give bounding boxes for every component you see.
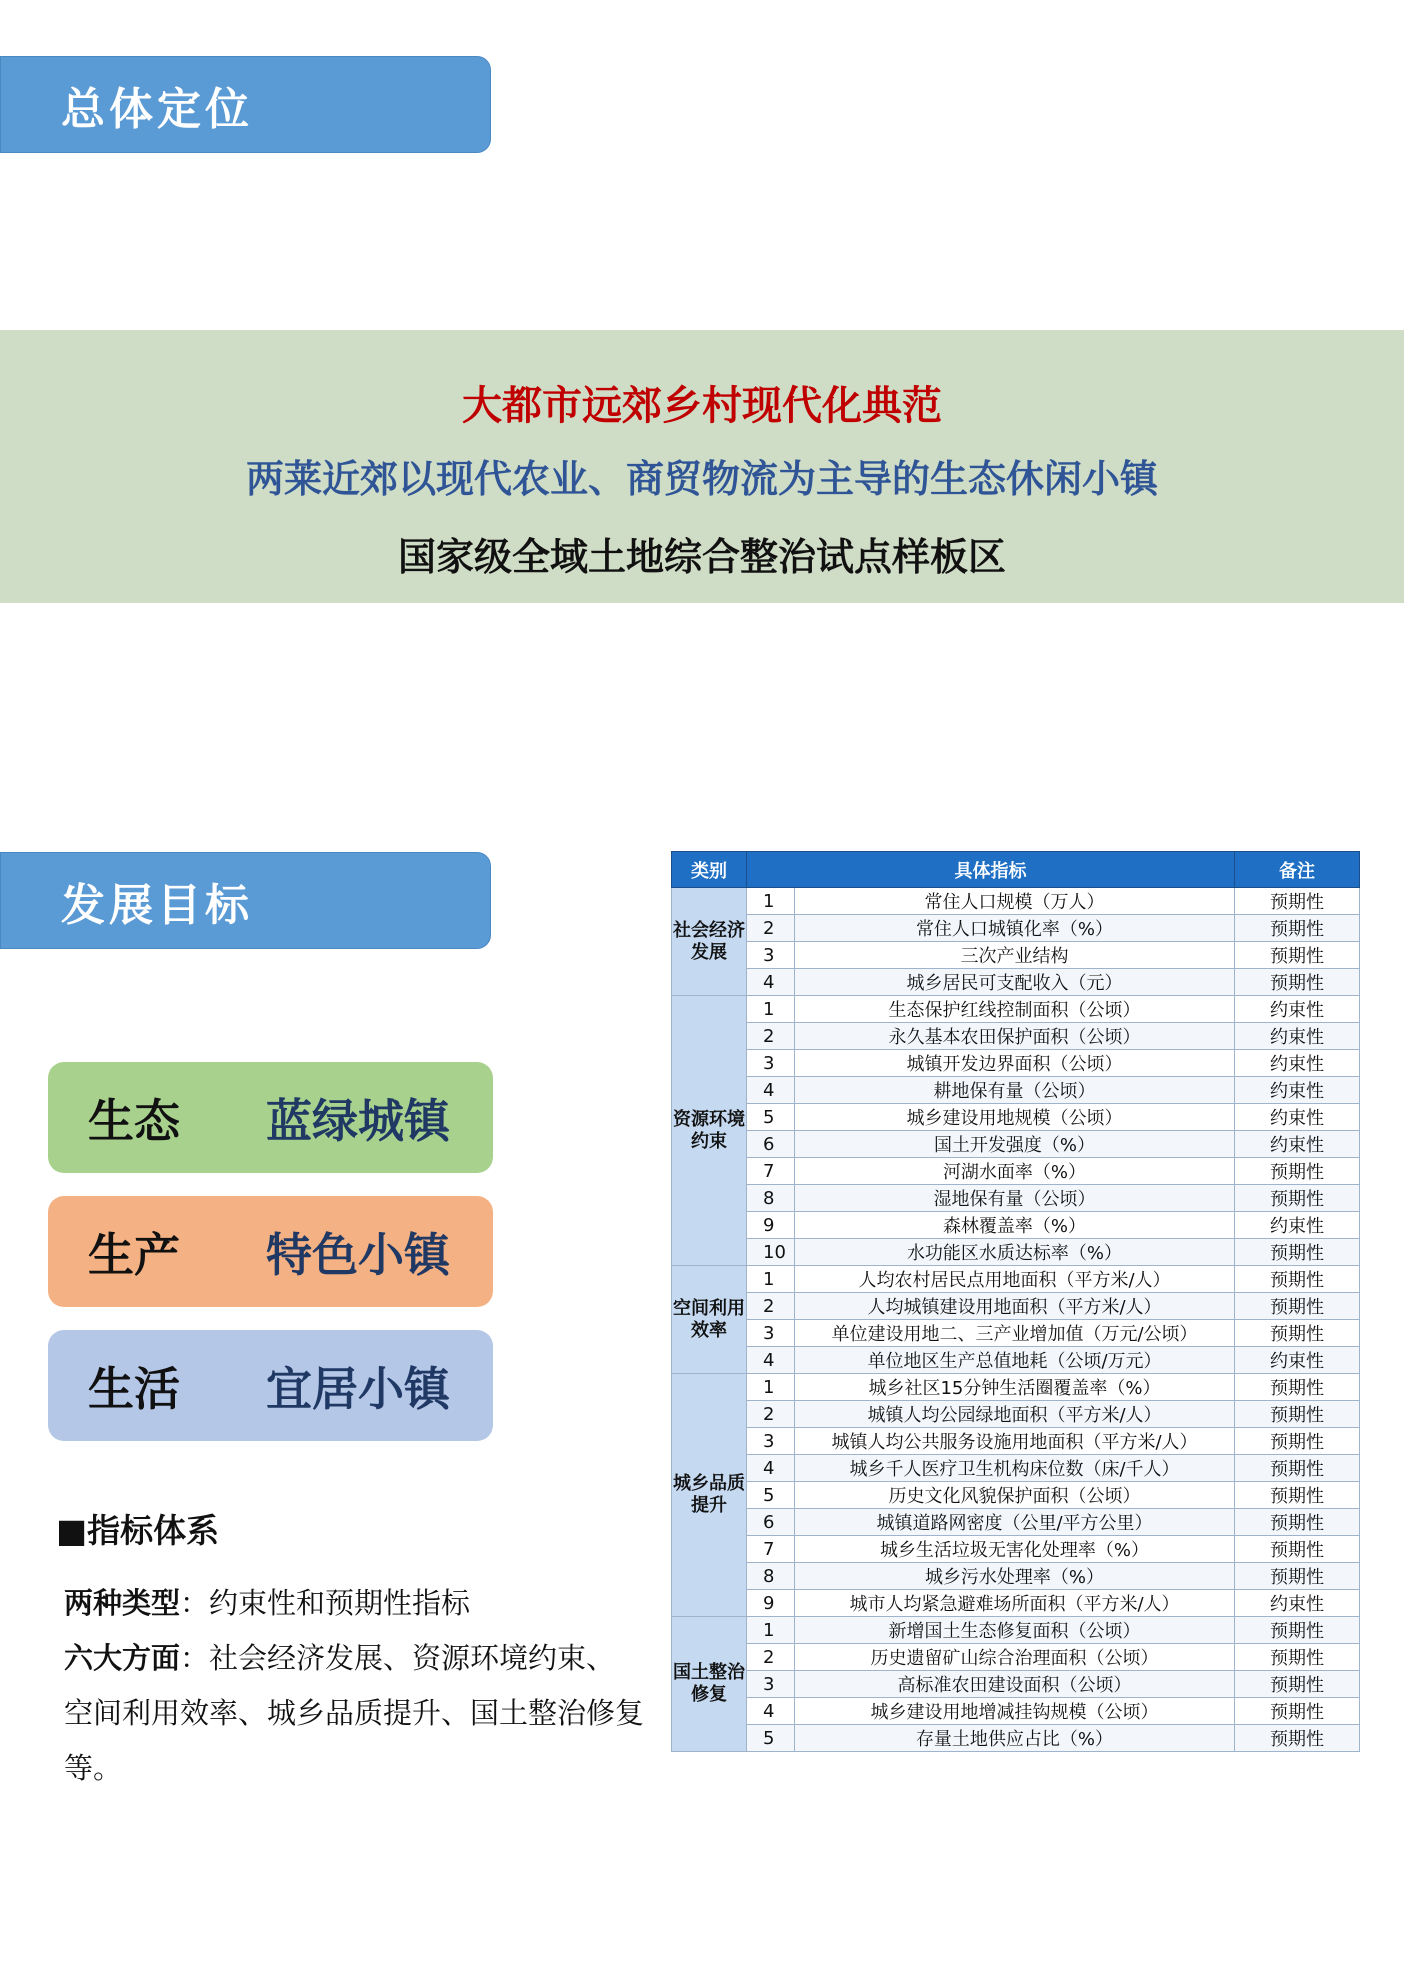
- goal-label: 生活: [88, 1361, 180, 1416]
- indicator-note: 预期性: [1235, 1374, 1360, 1401]
- goal-production: [48, 1196, 493, 1307]
- table-row: [672, 1347, 1360, 1374]
- header-indicator: 具体指标: [747, 852, 1235, 888]
- row-number: 4: [747, 1077, 795, 1104]
- indicator-note: 约束性: [1235, 1104, 1360, 1131]
- row-number: 4: [747, 1347, 795, 1374]
- aspects-label: 六大方面: [64, 1641, 181, 1675]
- goal-value: 宜居小镇: [266, 1361, 450, 1416]
- indicator-note: 预期性: [1235, 1158, 1360, 1185]
- row-number: 1: [747, 1266, 795, 1293]
- indicator-note: 约束性: [1235, 1023, 1360, 1050]
- aspects-line: [64, 1631, 644, 1796]
- indicator-note: 预期性: [1235, 969, 1360, 996]
- row-number: 7: [747, 1536, 795, 1563]
- indicator-note: 预期性: [1235, 1455, 1360, 1482]
- aspects-text: ：社会经济发展、资源环境约束、空间利用效率、城乡品质提升、国土整治修复等。: [64, 1641, 645, 1785]
- table-row: [672, 1455, 1360, 1482]
- indicator-note: 约束性: [1235, 1212, 1360, 1239]
- table-row: [672, 1293, 1360, 1320]
- table-row: [672, 888, 1360, 915]
- indicator-note: 约束性: [1235, 1077, 1360, 1104]
- banner-line-3: 国家级全域土地综合整治试点样板区: [397, 535, 1006, 579]
- indicator-note: 预期性: [1235, 1185, 1360, 1212]
- table-row: [672, 1374, 1360, 1401]
- indicator-note: 预期性: [1235, 1320, 1360, 1347]
- row-number: 5: [747, 1104, 795, 1131]
- indicator-note: 约束性: [1235, 1050, 1360, 1077]
- section-header-goals: [0, 852, 491, 949]
- table-row: [672, 1212, 1360, 1239]
- table-row: [672, 915, 1360, 942]
- indicator-name: 三次产业结构: [795, 942, 1235, 969]
- indicator-note: 约束性: [1235, 1347, 1360, 1374]
- table-row: [672, 1482, 1360, 1509]
- indicator-name: 生态保护红线控制面积（公顷）: [795, 996, 1235, 1023]
- table-row: [672, 969, 1360, 996]
- indicator-table: [671, 851, 1360, 1752]
- row-number: 3: [747, 1320, 795, 1347]
- table-row: [672, 1050, 1360, 1077]
- indicator-system-text: [64, 1576, 644, 1796]
- indicator-note: 预期性: [1235, 915, 1360, 942]
- row-number: 3: [747, 1671, 795, 1698]
- row-number: 10: [747, 1239, 795, 1266]
- types-text: ：约束性和预期性指标: [180, 1586, 471, 1620]
- row-number: 2: [747, 1023, 795, 1050]
- indicator-name: 城镇道路网密度（公里/平方公里）: [795, 1509, 1235, 1536]
- indicator-name: 单位地区生产总值地耗（公顷/万元）: [795, 1347, 1235, 1374]
- indicator-name: 森林覆盖率（%）: [795, 1212, 1235, 1239]
- indicator-note: 预期性: [1235, 1671, 1360, 1698]
- indicator-name: 城乡千人医疗卫生机构床位数（床/千人）: [795, 1455, 1235, 1482]
- indicator-system-title: ■指标体系: [56, 1511, 220, 1550]
- indicator-name: 耕地保有量（公顷）: [795, 1077, 1235, 1104]
- table-row: [672, 1428, 1360, 1455]
- positioning-banner: [0, 330, 1404, 603]
- table-row: [672, 1617, 1360, 1644]
- indicator-name: 常住人口城镇化率（%）: [795, 915, 1235, 942]
- table-row: [672, 1320, 1360, 1347]
- table-row: [672, 1185, 1360, 1212]
- indicator-name: 城乡污水处理率（%）: [795, 1563, 1235, 1590]
- indicator-name: 城镇开发边界面积（公顷）: [795, 1050, 1235, 1077]
- row-number: 6: [747, 1509, 795, 1536]
- row-number: 9: [747, 1590, 795, 1617]
- table-row: [672, 1131, 1360, 1158]
- indicator-name: 新增国土生态修复面积（公顷）: [795, 1617, 1235, 1644]
- indicator-name: 城乡生活垃圾无害化处理率（%）: [795, 1536, 1235, 1563]
- indicator-name: 水功能区水质达标率（%）: [795, 1239, 1235, 1266]
- category-cell: 社会经济发展: [672, 888, 747, 996]
- indicator-note: 预期性: [1235, 1563, 1360, 1590]
- row-number: 5: [747, 1482, 795, 1509]
- table-row: [672, 1401, 1360, 1428]
- indicator-name: 城镇人均公共服务设施用地面积（平方米/人）: [795, 1428, 1235, 1455]
- indicator-name: 城乡社区15分钟生活圈覆盖率（%）: [795, 1374, 1235, 1401]
- table-row: [672, 1158, 1360, 1185]
- section-header-positioning: [0, 56, 491, 153]
- row-number: 8: [747, 1563, 795, 1590]
- indicator-note: 预期性: [1235, 1536, 1360, 1563]
- section-title: 总体定位: [61, 83, 253, 135]
- indicator-name: 常住人口规模（万人）: [795, 888, 1235, 915]
- header-note: 备注: [1235, 852, 1360, 888]
- indicator-note: 预期性: [1235, 1644, 1360, 1671]
- table-row: [672, 1590, 1360, 1617]
- goal-value: 蓝绿城镇: [266, 1093, 450, 1148]
- indicator-note: 预期性: [1235, 1698, 1360, 1725]
- table-row: [672, 1671, 1360, 1698]
- row-number: 1: [747, 996, 795, 1023]
- goal-value: 特色小镇: [266, 1227, 450, 1282]
- row-number: 3: [747, 1050, 795, 1077]
- indicator-name: 高标准农田建设面积（公顷）: [795, 1671, 1235, 1698]
- indicator-note: 预期性: [1235, 1401, 1360, 1428]
- table-header-row: [672, 852, 1360, 888]
- indicator-note: 预期性: [1235, 1428, 1360, 1455]
- indicator-note: 预期性: [1235, 942, 1360, 969]
- indicator-name: 历史文化风貌保护面积（公顷）: [795, 1482, 1235, 1509]
- indicator-note: 预期性: [1235, 1482, 1360, 1509]
- row-number: 6: [747, 1131, 795, 1158]
- row-number: 2: [747, 1644, 795, 1671]
- table-row: [672, 1077, 1360, 1104]
- indicator-note: 约束性: [1235, 996, 1360, 1023]
- indicator-name: 城镇人均公园绿地面积（平方米/人）: [795, 1401, 1235, 1428]
- table-row: [672, 1563, 1360, 1590]
- row-number: 1: [747, 1374, 795, 1401]
- indicator-name: 历史遗留矿山综合治理面积（公顷）: [795, 1644, 1235, 1671]
- row-number: 2: [747, 1293, 795, 1320]
- indicator-name: 人均农村居民点用地面积（平方米/人）: [795, 1266, 1235, 1293]
- row-number: 4: [747, 969, 795, 996]
- goal-label: 生态: [88, 1093, 180, 1148]
- row-number: 2: [747, 915, 795, 942]
- indicator-note: 预期性: [1235, 1725, 1360, 1752]
- row-number: 4: [747, 1698, 795, 1725]
- table-row: [672, 1725, 1360, 1752]
- indicator-name: 城市人均紧急避难场所面积（平方米/人）: [795, 1590, 1235, 1617]
- goal-ecology: [48, 1062, 493, 1173]
- table-row: [672, 1536, 1360, 1563]
- row-number: 3: [747, 1428, 795, 1455]
- indicator-name: 城乡建设用地增减挂钩规模（公顷）: [795, 1698, 1235, 1725]
- category-cell: 城乡品质提升: [672, 1374, 747, 1617]
- row-number: 7: [747, 1158, 795, 1185]
- indicator-note: 约束性: [1235, 1590, 1360, 1617]
- table-row: [672, 1104, 1360, 1131]
- row-number: 4: [747, 1455, 795, 1482]
- table-row: [672, 996, 1360, 1023]
- header-category: 类别: [672, 852, 747, 888]
- banner-line-1: 大都市远郊乡村现代化典范: [462, 383, 942, 429]
- indicator-name: 湿地保有量（公顷）: [795, 1185, 1235, 1212]
- row-number: 1: [747, 888, 795, 915]
- table-row: [672, 1644, 1360, 1671]
- types-line: [64, 1576, 644, 1631]
- indicator-name: 人均城镇建设用地面积（平方米/人）: [795, 1293, 1235, 1320]
- row-number: 9: [747, 1212, 795, 1239]
- row-number: 8: [747, 1185, 795, 1212]
- table-row: [672, 1698, 1360, 1725]
- category-cell: 国土整治修复: [672, 1617, 747, 1752]
- row-number: 1: [747, 1617, 795, 1644]
- indicator-note: 预期性: [1235, 1239, 1360, 1266]
- indicator-name: 河湖水面率（%）: [795, 1158, 1235, 1185]
- table-row: [672, 1023, 1360, 1050]
- category-cell: 资源环境约束: [672, 996, 747, 1266]
- indicator-name: 永久基本农田保护面积（公顷）: [795, 1023, 1235, 1050]
- indicator-note: 预期性: [1235, 1266, 1360, 1293]
- types-label: 两种类型: [64, 1586, 181, 1620]
- section-title: 发展目标: [61, 879, 253, 931]
- category-cell: 空间利用效率: [672, 1266, 747, 1374]
- goal-living: [48, 1330, 493, 1441]
- banner-line-2: 两莱近郊以现代农业、商贸物流为主导的生态休闲小镇: [245, 457, 1158, 501]
- row-number: 2: [747, 1401, 795, 1428]
- table-row: [672, 1239, 1360, 1266]
- table-row: [672, 1266, 1360, 1293]
- indicator-note: 预期性: [1235, 1509, 1360, 1536]
- row-number: 3: [747, 942, 795, 969]
- indicator-name: 城乡居民可支配收入（元）: [795, 969, 1235, 996]
- indicator-name: 存量土地供应占比（%）: [795, 1725, 1235, 1752]
- indicator-name: 城乡建设用地规模（公顷）: [795, 1104, 1235, 1131]
- indicator-name: 国土开发强度（%）: [795, 1131, 1235, 1158]
- indicator-note: 预期性: [1235, 888, 1360, 915]
- table-row: [672, 942, 1360, 969]
- indicator-note: 预期性: [1235, 1617, 1360, 1644]
- goal-label: 生产: [88, 1227, 180, 1282]
- indicator-note: 约束性: [1235, 1131, 1360, 1158]
- row-number: 5: [747, 1725, 795, 1752]
- table-row: [672, 1509, 1360, 1536]
- indicator-note: 预期性: [1235, 1293, 1360, 1320]
- indicator-name: 单位建设用地二、三产业增加值（万元/公顷）: [795, 1320, 1235, 1347]
